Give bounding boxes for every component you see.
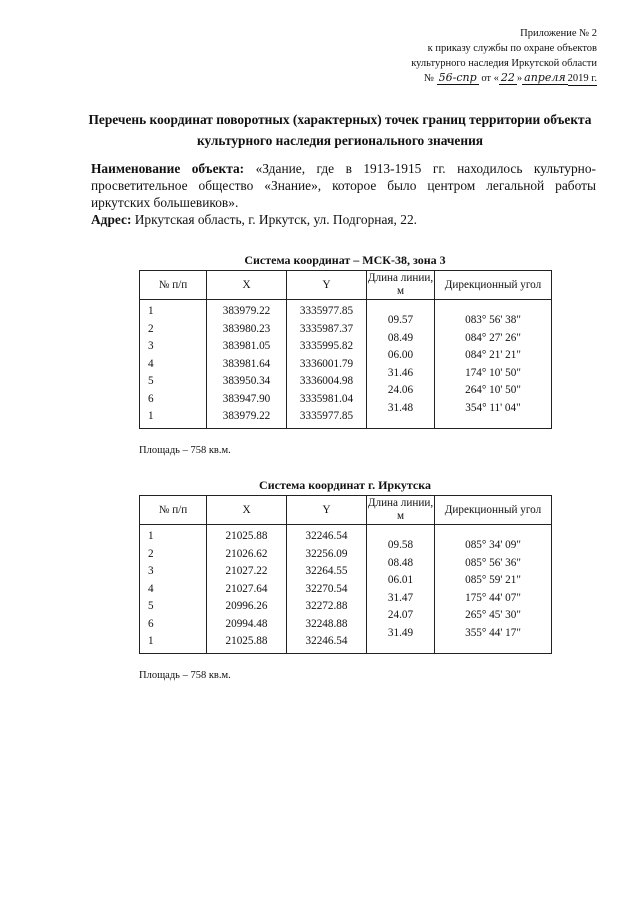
table2-point-number: 6 <box>148 617 154 630</box>
table1-header-y: Y <box>287 271 367 300</box>
table2-x-value: 21025.88 <box>225 635 268 647</box>
table1-length-value: 06.00 <box>387 349 414 361</box>
table1-angle-value: 083° 56' 38" <box>465 314 521 326</box>
table1-header-num: № п/п <box>140 271 207 300</box>
table1-angle-value: 354° 11' 04" <box>465 401 521 414</box>
table2-y-value: 32246.54 <box>305 635 348 647</box>
table2-point-number: 5 <box>148 600 154 612</box>
table1-x-column <box>207 300 286 428</box>
table2-point-number: 1 <box>148 530 154 542</box>
appendix-line-2: к приказу службы по охране объектов <box>427 43 597 54</box>
table2-num-column <box>140 525 206 653</box>
table1-y-column <box>287 300 366 428</box>
table1-length-value: 08.49 <box>387 331 414 344</box>
table1-point-number: 5 <box>148 375 154 387</box>
table1-x-value: 383981.64 <box>222 357 271 370</box>
table2-x-value: 21027.64 <box>225 582 268 595</box>
table2-angle-value: 085° 59' 21" <box>465 574 521 586</box>
table1-length-value: 31.46 <box>387 366 414 379</box>
table1-body-row <box>140 300 552 429</box>
table2-length-value: 09.58 <box>387 539 414 551</box>
table1-y-value: 3335987.37 <box>299 322 354 335</box>
table1-x-value: 383981.05 <box>222 340 271 352</box>
table1-header-angle: Дирекционный угол <box>435 271 552 300</box>
document-title: Перечень координат поворотных (характерных) точек границ территории объекта культурного наследия регионального значения <box>88 112 592 148</box>
object-name-label: Наименование объекта: <box>91 161 245 176</box>
table2-point-number: 4 <box>148 582 154 595</box>
table2-angle-column <box>435 525 551 644</box>
table1-angle-value: 084° 27' 26" <box>465 331 521 344</box>
table2-x-value: 21027.22 <box>225 565 268 577</box>
table1-num-column <box>140 300 206 428</box>
table1-angle-value: 084° 21' 21" <box>465 349 521 361</box>
table2-angle-value: 265° 45' 30" <box>465 609 521 621</box>
table2-angle-value: 355° 44' 17" <box>465 626 521 639</box>
table2-y-value: 32270.54 <box>305 582 348 595</box>
table2-x-value: 21026.62 <box>225 547 268 560</box>
table2-x-value: 20994.48 <box>225 617 268 630</box>
table2-body-row <box>140 525 552 654</box>
table1-header-length: Длина линии, м <box>367 271 435 300</box>
appendix-header <box>411 26 597 86</box>
table1-x-value: 383947.90 <box>222 392 271 405</box>
table2-angle-value: 085° 56' 36" <box>465 556 521 569</box>
table2-y-value: 32246.54 <box>305 530 348 542</box>
table1-x-value: 383950.34 <box>222 375 271 387</box>
table1-x-value: 383980.23 <box>222 322 271 335</box>
table1-point-number: 1 <box>148 410 154 422</box>
table2-x-value: 20996.26 <box>225 600 268 612</box>
order-date-day: 22 <box>500 71 515 84</box>
table1-x-value: 383979.22 <box>222 410 271 422</box>
object-name-paragraph <box>91 160 596 211</box>
table2-length-value: 08.48 <box>387 556 414 569</box>
table1-y-value: 3335977.85 <box>299 410 354 422</box>
object-address-text: Иркутская область, г. Иркутск, ул. Подгорная, 22. <box>131 212 417 227</box>
order-number-prefix: № <box>424 73 435 84</box>
object-address-paragraph <box>91 211 596 228</box>
table2-header-length: Длина линии, м <box>367 496 435 525</box>
table2-angle-value: 175° 44' 07" <box>465 591 521 604</box>
appendix-line-4 <box>411 71 597 86</box>
table2-area: Площадь – 758 кв.м. <box>139 670 231 681</box>
table2-point-number: 1 <box>148 635 154 647</box>
table1-length-column <box>367 300 434 419</box>
table2-point-number: 3 <box>148 565 154 577</box>
table1-header-x: X <box>207 271 287 300</box>
table1-coordinates <box>139 270 552 429</box>
table2-length-value: 31.47 <box>387 591 414 604</box>
table2-length-value: 06.01 <box>387 574 414 586</box>
table2-y-value: 32272.88 <box>305 600 348 612</box>
order-date-month: апреля <box>524 71 566 84</box>
table1-y-value: 3336001.79 <box>299 357 354 370</box>
table2-y-value: 32264.55 <box>305 565 348 577</box>
table1-point-number: 1 <box>148 305 154 317</box>
table2-header-y: Y <box>287 496 367 525</box>
table2-length-value: 31.49 <box>387 626 414 639</box>
table1-y-value: 3335981.04 <box>299 392 354 405</box>
object-description <box>91 160 596 228</box>
table2-header-row <box>140 496 552 525</box>
table1-header-row <box>140 271 552 300</box>
table2-header-x: X <box>207 496 287 525</box>
table1-point-number: 3 <box>148 340 154 352</box>
table2-point-number: 2 <box>148 547 154 560</box>
table1-y-value: 3336004.98 <box>299 375 354 387</box>
table1-caption: Система координат – МСК-38, зона 3 <box>244 253 446 267</box>
order-date-year: 2019 г. <box>567 73 597 84</box>
table1-y-value: 3335977.85 <box>299 305 354 317</box>
table1-y-value: 3335995.82 <box>299 340 354 352</box>
order-date-prefix: от « <box>481 73 499 84</box>
table1-point-number: 4 <box>148 357 154 370</box>
appendix-line-1: Приложение № 2 <box>520 28 597 39</box>
table1-point-number: 6 <box>148 392 154 405</box>
object-name-text: «Здание, где в 1913-1915 гг. находилось культурно-просветительное общество «Знание», которое было центром легальной работы иркутских большевиков». <box>91 161 596 210</box>
table2-header-num: № п/п <box>140 496 207 525</box>
table1-length-value: 09.57 <box>387 314 414 326</box>
table1-point-number: 2 <box>148 322 154 335</box>
table2-y-value: 32256.09 <box>305 547 348 560</box>
table2-length-column <box>367 525 434 644</box>
table1-angle-column <box>435 300 551 419</box>
table2-length-value: 24.07 <box>387 609 414 621</box>
table1-length-value: 31.48 <box>387 401 414 414</box>
table2-x-value: 21025.88 <box>225 530 268 542</box>
table2-y-column <box>287 525 366 653</box>
order-number-handwritten: 56-спр <box>438 71 477 84</box>
table2-angle-value: 085° 34' 09" <box>465 539 521 551</box>
table1-length-value: 24.06 <box>387 384 414 396</box>
appendix-line-3: культурного наследия Иркутской области <box>411 58 597 69</box>
table2-header-angle: Дирекционный угол <box>435 496 552 525</box>
table2-x-column <box>207 525 286 653</box>
table2-coordinates <box>139 495 552 654</box>
table1-angle-value: 174° 10' 50" <box>465 366 521 379</box>
table1-area: Площадь – 758 кв.м. <box>139 445 231 456</box>
order-date-separator: » <box>516 73 523 84</box>
table1-x-value: 383979.22 <box>222 305 271 317</box>
table2-caption: Система координат г. Иркутска <box>259 478 431 492</box>
table1-angle-value: 264° 10' 50" <box>465 384 521 396</box>
object-address-label: Адрес: <box>91 212 132 227</box>
table2-y-value: 32248.88 <box>305 617 348 630</box>
